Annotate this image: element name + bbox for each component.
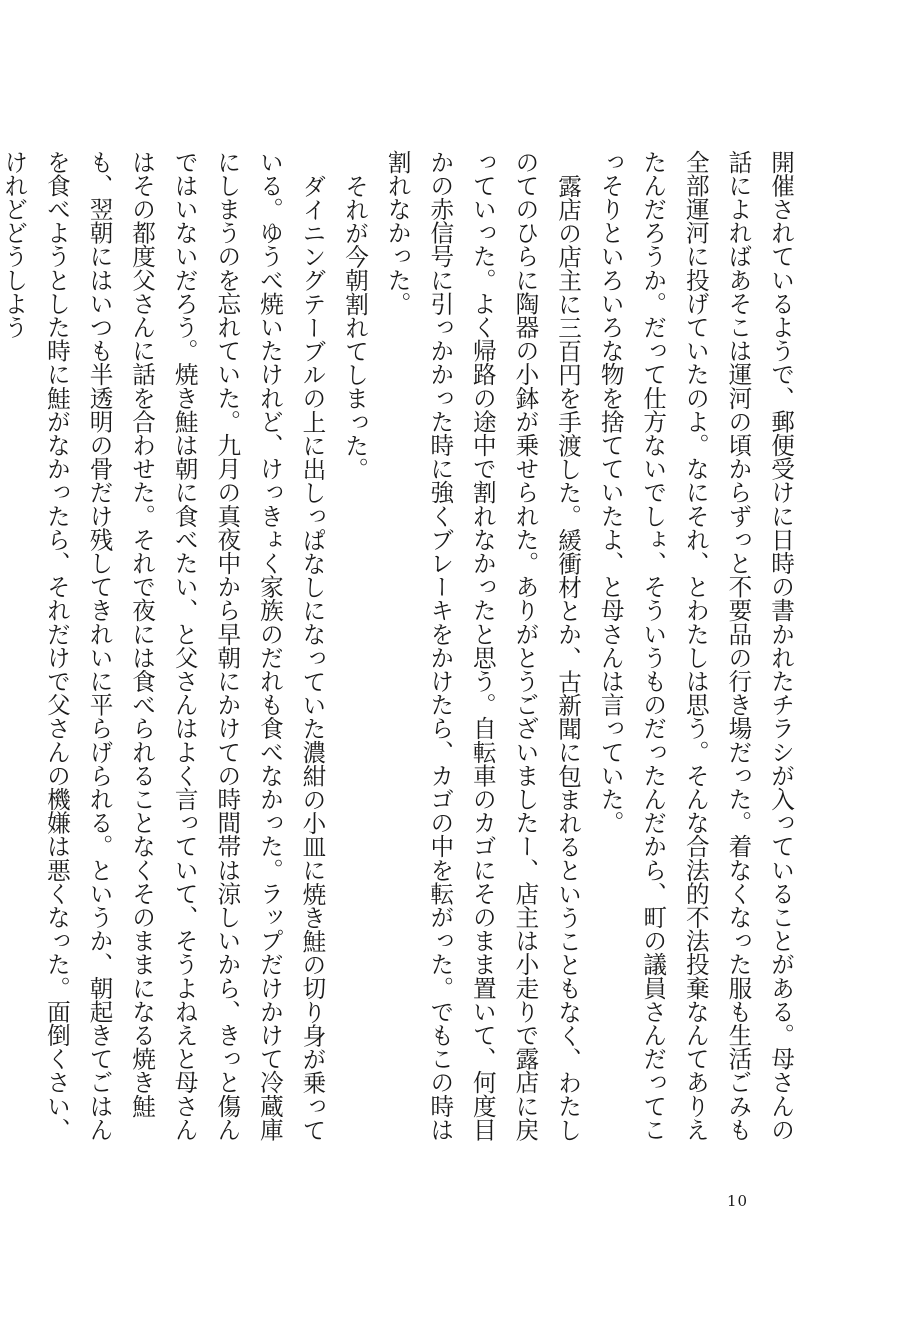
vertical-text-body <box>0 150 802 1150</box>
paragraph-2: 露店の店主に三百円を手渡した。緩衝材とか、古新聞に包まれるということもなく、わたしのてのひらに陶器の小鉢が乗せられた。ありがとうございましたー、店主は小走りで露店に戻っていった。よく帰路の途中で割れなかったと思う。自転車のカゴにそのまま置いて、何度目かの赤信号に引っかかった時に強くブレーキをかけたら、カゴの中を転がった。でもこの時は割れなかった。 <box>383 150 583 1142</box>
paragraph-3: それが今朝割れてしまった。 <box>341 173 370 481</box>
page-number: 10 <box>727 1192 749 1210</box>
paragraph-1: 開催されているようで、郵便受けに日時の書かれたチラシが入っていることがある。母さんの話によればあそこは運河の頃からずっと不要品の行き場だった。着なくなった服も生活ごみも全部運河に投げていたのよ。なにそれ、とわたしは思う。そんな合法的不法投棄なんてありえたんだろうか。だって仕方ないでしょ、そういうものだったんだから、町の議員さんだってこっそりといろいろな物を捨てていたよ、と母さんは言っていた。 <box>596 150 795 1142</box>
paragraph-4: ダイニングテーブルの上に出しっぱなしになっていた濃紺の小皿に焼き鮭の切り身が乗っている。ゆうべ焼いたけれど、けっきょく家族のだれも食べなかった。ラップだけかけて冷蔵庫にしまうのを忘れていた。九月の真夜中から早朝にかけての時間帯は涼しいから、きっと傷んではいないだろう。焼き鮭は朝に食べたい、と父さんはよく言っていて、そうよねえと母さんはその都度父さんに話を合わせた。それで夜には食べられることなくそのままになる焼き鮭も、翌朝にはいつも半透明の骨だけ残してきれいに平らげられる。というか、朝起きてごはんを食べようとした時に鮭がなかったら、それだけで父さんの機嫌は悪くなった。面倒くさい、けれどどうしよう <box>0 150 327 1142</box>
